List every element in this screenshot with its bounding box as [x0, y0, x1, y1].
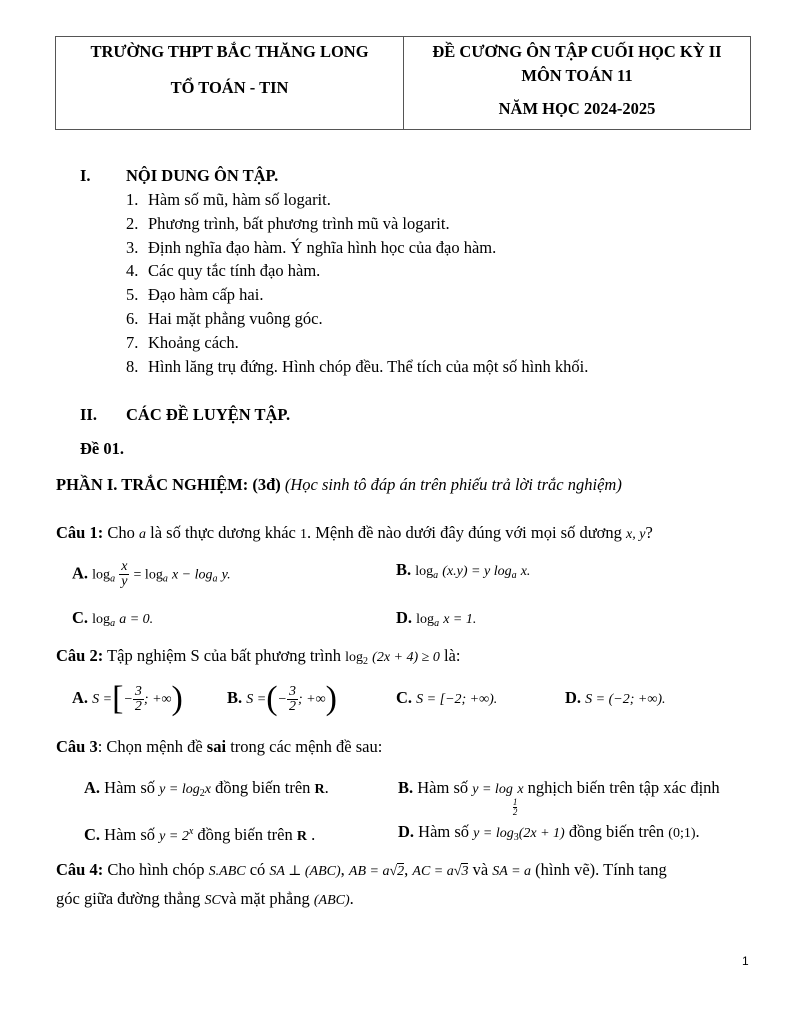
list-item: 3. Định nghĩa đạo hàm. Ý nghĩa hình học của đạo hàm. [126, 238, 497, 257]
list-item: 6. Hai mặt phẳng vuông góc. [126, 309, 323, 328]
section-1-title: NỘI DUNG ÔN TẬP. [126, 166, 279, 185]
section-1-number: I. [80, 166, 91, 185]
department-name: TỔ TOÁN - TIN [170, 78, 289, 97]
page-number: 1 [742, 954, 749, 968]
question-4-text: Câu 4: Cho hình chóp S.ABC có SA ⊥ (ABC), AB = a√2, AC = a√3 và SA = a (hình vẽ). Tính tang [56, 860, 667, 879]
part-1-heading: PHẦN I. TRẮC NGHIỆM: (3đ) (Học sinh tô đáp án trên phiếu trả lời trắc nghiệm) [56, 475, 622, 494]
list-item: 5. Đạo hàm cấp hai. [126, 285, 264, 304]
section-2-title: CÁC ĐỀ LUYỆN TẬP. [126, 405, 291, 424]
list-item: 1. Hàm số mũ, hàm số logarit. [126, 190, 331, 209]
q2-option-d[interactable]: D. S = (−2; +∞). [565, 688, 666, 707]
subject-title: MÔN TOÁN 11 [521, 66, 633, 85]
list-item: 7. Khoảng cách. [126, 333, 239, 352]
q2-option-b[interactable]: B. S =(− $\frac{3}{2}$ ; +∞) [227, 680, 337, 717]
q1-option-c[interactable]: C. $\log_a a = 0$. [72, 608, 154, 629]
q1-option-a[interactable]: A. $\log_a$ $\frac{x}{y}$ = $\log_a x - \log_a y$. [72, 559, 231, 589]
header-right-cell [404, 37, 750, 129]
q3-option-a[interactable]: A. Hàm số $y = \log_2x$ đồng biến trên R. [84, 778, 329, 799]
q2-option-a[interactable]: A. S =[− $\frac{3}{2}$ ; +∞) [72, 680, 183, 717]
list-item: 4. Các quy tắc tính đạo hàm. [126, 261, 321, 280]
list-item: 2. Phương trình, bất phương trình mũ và logarit. [126, 214, 450, 233]
school-name: TRƯỜNG THPT BẮC THĂNG LONG [90, 42, 369, 61]
q3-option-c[interactable]: C. Hàm số $y = 2^x$ đồng biến trên R . [84, 825, 316, 844]
question-1-text: Câu 1: Cho a là số thực dương khác 1. Mệnh đề nào dưới đây đúng với mọi số dương x, y? [56, 523, 653, 542]
question-4-text-line-2: góc giữa đường thẳng SCvà mặt phẳng (ABC). [56, 889, 354, 908]
q1-option-b[interactable]: B. $\log_a (x.y) = y$ $\log_a x$. [396, 560, 531, 581]
list-item: 8. Hình lăng trụ đứng. Hình chóp đều. Thể tích của một số hình khối. [126, 357, 589, 376]
school-year: NĂM HỌC 2024-2025 [498, 99, 656, 118]
section-2-number: II. [80, 405, 97, 424]
q3-option-b[interactable]: B. Hàm số y = log $\frac{1}{2}$ x nghịch biến trên tập xác định [398, 778, 720, 817]
document-title: ĐỀ CƯƠNG ÔN TẬP CUỐI HỌC KỲ II [432, 42, 722, 61]
exam-label: Đề 01. [80, 439, 124, 458]
q2-option-c[interactable]: C. S = [−2; +∞). [396, 688, 498, 707]
header-table [55, 36, 751, 130]
header-left-cell [56, 37, 404, 129]
q3-option-d[interactable]: D. Hàm số $y = \log_3(2x + 1)$ đồng biến trên (0;1). [398, 822, 700, 843]
question-2-text: Câu 2: Tập nghiệm S của bất phương trình $\log_2 (2x + 4) \ge 0$ là: [56, 646, 461, 667]
q1-option-d[interactable]: D. $\log_a x = 1$. [396, 608, 477, 629]
question-3-text: Câu 3: Chọn mệnh đề sai trong các mệnh đề sau: [56, 737, 383, 756]
